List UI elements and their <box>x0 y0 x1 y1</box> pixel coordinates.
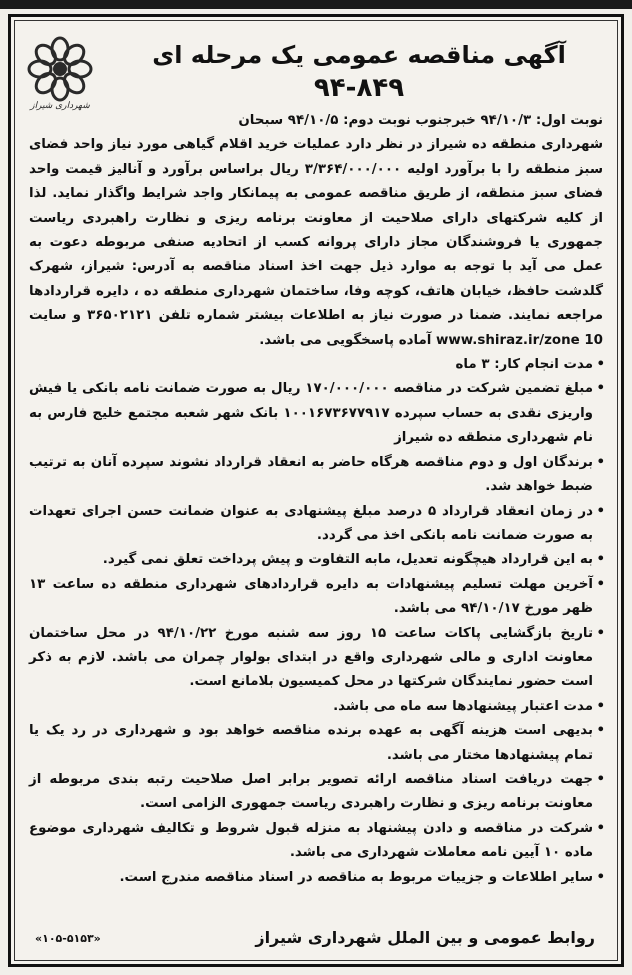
title-block <box>107 39 611 105</box>
list-item: • بدیهی است هزینه آگهی به عهده برنده مناقصه خواهد بود و شهرداری در رد یک یا تمام پیشنهادها مختار می باشد. <box>29 719 603 768</box>
list-item: • جهت دریافت اسناد مناقصه ارائه تصویر برابر اصل صلاحیت رتبه بندی مربوطه از معاونت برنامه ریزی و نظارت راهبردی ریاست جمهوری الزامی است. <box>29 768 603 817</box>
ad-code: «۱۰۵-۵۱۵۳» <box>35 932 101 945</box>
intro-paragraph: شهرداری منطقه ده شیراز در نظر دارد عملیات خرید اقلام گیاهی مورد نیاز واحد فضای سبز منطقه را با برآورد اولیه ۳/۳۶۴/۰۰۰/۰۰۰ ریال براساس برآورد و آنالیز قیمت واحد فضای سبز منطقه، از طریق مناقصه عمومی به پیمانکار واجد شرایط واگذار نماید. لذا از کلیه شرکتهای دارای صلاحیت از معاونت برنامه ریزی و نظارت راهبردی ریاست جمهوری یا فروشندگان مجاز دارای پروانه کسب از اتحادیه صنفی مربوطه دعوت به عمل می آید با توجه به موارد ذیل جهت اخذ اسناد مناقصه به آدرس: شیراز، شهرک گلدشت حافظ، خیابان هاتف، کوچه وفا، ساختمان شهرداری منطقه ده ، دایره قراردادها مراجعه نمایند. ضمنا در صورت نیاز به اطلاعات بیشتر شماره تلفن ۳۶۵۰۲۱۲۱ و سایت www.shiraz.ir/zone 10 آماده پاسخگویی می باشد. <box>29 137 604 348</box>
list-item: • برندگان اول و دوم مناقصه هرگاه حاضر به انعقاد قرارداد نشوند سپرده آنان به ترتیب ضبط خواهد شد. <box>29 451 603 500</box>
tender-number: ۹۴-۸۴۹ <box>313 73 405 103</box>
logo-caption: شهرداری شیراز <box>30 101 90 111</box>
list-item: • مدت اعتبار پیشنهادها سه ماه می باشد. <box>29 695 603 719</box>
shiraz-municipality-flower-icon <box>25 35 95 111</box>
list-item: • آخرین مهلت تسلیم پیشنهادات به دایره قراردادهای شهرداری منطقه ده ساعت ۱۳ ظهر مورخ ۹۴/۱۰/۱۷ می باشد. <box>29 573 603 622</box>
list-item: • شرکت در مناقصه و دادن پیشنهاد به منزله قبول شروط و تکالیف شهرداری موضوع ماده ۱۰ آیین نامه معاملات شهرداری می باشد. <box>29 817 603 866</box>
page-title: آگهی مناقصه عمومی یک مرحله ای <box>152 41 566 69</box>
shiraz-municipality-logo <box>25 35 95 111</box>
list-item: • به این قرارداد هیچگونه تعدیل، مابه التفاوت و پیش پرداخت تعلق نمی گیرد. <box>29 548 603 572</box>
list-item: • سایر اطلاعات و جزییات مربوط به مناقصه در اسناد مناقصه مندرج است. <box>29 866 603 890</box>
list-item: • مدت انجام کار: ۳ ماه <box>29 353 603 377</box>
top-border-strip <box>0 0 632 9</box>
list-item: • مبلغ تضمین شرکت در مناقصه ۱۷۰/۰۰۰/۰۰۰ ریال به صورت ضمانت نامه بانکی یا فیش واریزی نقدی به حساب سپرده ۱۰۰۱۶۷۳۶۷۷۹۱۷ بانک شهر شعبه مجتمع خلیج فارس به نام شهرداری منطقه ده شیراز <box>29 377 603 450</box>
advertisement-body <box>29 109 603 890</box>
publisher-signature: روابط عمومی و بین الملل شهرداری شیراز <box>255 928 595 947</box>
footer <box>29 926 603 952</box>
publish-line: نوبت اول: ۹۴/۱۰/۳ خبرجنوب نوبت دوم: ۹۴/۱۰/۵ سبحان <box>238 113 603 128</box>
list-item: • تاریخ بازگشایی پاکات ساعت ۱۵ روز سه شنبه مورخ ۹۴/۱۰/۲۲ در محل ساختمان معاونت اداری و مالی شهرداری واقع در ابتدای بولوار چمران می باشد. لازم به ذکر است حضور نمایندگان شرکتها در محل کمیسیون بلامانع است. <box>29 622 603 695</box>
advertisement-frame <box>8 14 624 967</box>
list-item: • در زمان انعقاد قرارداد ۵ درصد مبلغ پیشنهادی به عنوان ضمانت حسن اجرای تعهدات به صورت ضمانت نامه بانکی اخذ می گردد. <box>29 500 603 549</box>
